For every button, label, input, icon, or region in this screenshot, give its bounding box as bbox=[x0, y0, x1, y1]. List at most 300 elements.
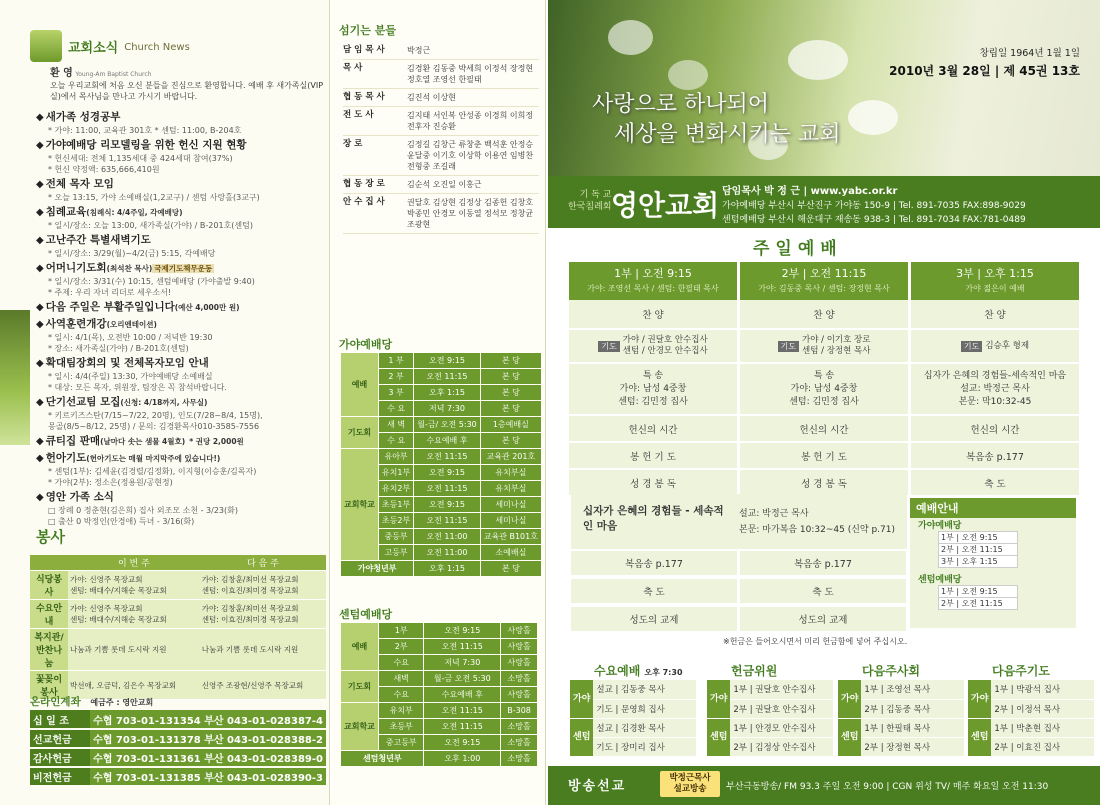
bank-kind: 비전헌금 bbox=[30, 767, 90, 786]
service-line: 가야: 김창훈/최미선 목장교회 bbox=[201, 604, 299, 613]
news-item-tag: (침례식: 4/4주일, 각예배당) bbox=[86, 208, 183, 217]
schedule-name: 초등2부 bbox=[378, 513, 413, 529]
prayer-line bbox=[598, 335, 707, 357]
diamond-icon: ◆ bbox=[36, 319, 44, 330]
service-line: 나눔과 기쁨 롯데 도시락 지원 bbox=[201, 645, 299, 654]
gaya-schedule-table bbox=[340, 352, 542, 577]
schedule-time: 오후 1:15 bbox=[414, 561, 481, 577]
bank-header bbox=[30, 694, 153, 709]
staff-names: 김진석 이상현 bbox=[407, 89, 539, 107]
broadcast-footer bbox=[548, 766, 1100, 805]
schedule-name: 새벽 bbox=[378, 671, 424, 687]
bank-table bbox=[30, 710, 326, 787]
staff-role: 담 임 목 사 bbox=[343, 42, 407, 60]
worship-leader: 가야: 김동중 목사 / 센텀: 장정현 목사 bbox=[758, 284, 890, 293]
news-item bbox=[36, 177, 326, 203]
guide-row bbox=[939, 544, 1018, 556]
schedule-group: 예배 bbox=[341, 623, 379, 671]
schedule-group: 교회학교 bbox=[341, 703, 379, 751]
staff-row bbox=[343, 194, 539, 234]
schedule-time: 오전 11:15 bbox=[414, 481, 481, 497]
news-item bbox=[36, 205, 326, 231]
schedule-place: 사랑홀 bbox=[501, 687, 538, 703]
service-cell-this bbox=[68, 629, 200, 671]
schedule-place: 본 당 bbox=[480, 401, 541, 417]
news-item-line: * 헌신세대: 전체 1,135세대 중 424세대 참여(37%) bbox=[48, 154, 233, 163]
church-name: 영안교회 bbox=[611, 189, 720, 222]
bottom-title-next bbox=[862, 662, 920, 679]
bottom-row bbox=[968, 718, 1094, 737]
schedule-time: 오후 1:00 bbox=[424, 751, 501, 767]
schedule-row bbox=[341, 623, 538, 639]
after-row bbox=[740, 607, 906, 633]
schedule-name: 초등부 bbox=[378, 719, 424, 735]
news-title: 교회소식 bbox=[68, 40, 119, 56]
news-item-line: * 일시/장소: 3/31(수) 10:15, 센텀예배당 (가야출발 9:40) bbox=[48, 277, 255, 286]
schedule-time: 오전 9:15 bbox=[414, 353, 481, 369]
worship-row-r4 bbox=[569, 416, 737, 443]
service-cell-this bbox=[68, 600, 200, 629]
service-line: 센텀: 이효진/최미경 목장교회 bbox=[201, 586, 299, 595]
schedule-place: 사랑홀 bbox=[501, 623, 538, 639]
bottom-row bbox=[838, 680, 964, 699]
schedule-name: 유치부 bbox=[378, 703, 424, 719]
bottom-cell: 1부 | 안경모 안수집사 bbox=[730, 718, 833, 737]
diamond-icon: ◆ bbox=[36, 492, 44, 503]
schedule-place: 유치부실 bbox=[480, 465, 541, 481]
guide-title: 예배안내 bbox=[910, 498, 1076, 518]
special-title: 특 송 bbox=[813, 370, 835, 381]
schedule-place: 사랑홀 bbox=[501, 655, 538, 671]
bottom-group: 센텀 bbox=[707, 718, 730, 756]
diamond-icon: ◆ bbox=[36, 112, 44, 123]
staff-row bbox=[343, 89, 539, 107]
schedule-place: 소예배실 bbox=[480, 545, 541, 561]
news-item-line: □ 출산 0 박정인(안경애) 득녀 - 3/16(화) bbox=[48, 517, 195, 526]
news-item bbox=[36, 261, 326, 298]
guide-time: 3부 | 오후 1:15 bbox=[939, 556, 1018, 568]
worship-row-r3 bbox=[569, 364, 737, 416]
bottom-cell: 1부 | 조영선 목사 bbox=[861, 680, 964, 699]
guide-time: 2부 | 오전 11:15 bbox=[939, 598, 1018, 610]
staff-role: 협 동 장 로 bbox=[343, 176, 407, 194]
bottom-cell: 1부 | 박광석 집사 bbox=[991, 680, 1094, 699]
worship-row-r3 bbox=[740, 364, 908, 416]
bottom-group: 센텀 bbox=[838, 718, 861, 756]
prayer-name: 센텀 / 장정현 목사 bbox=[802, 346, 871, 356]
worship-leader: 가야: 조영선 목사 / 센텀: 한필태 목사 bbox=[587, 284, 719, 293]
bottom-table-off bbox=[707, 680, 833, 757]
bottom-cell: 1부 | 박춘현 집사 bbox=[991, 718, 1094, 737]
bottom-cell: 2부 | 권달호 안수집사 bbox=[730, 699, 833, 718]
prayer-name: 가야 / 권달호 안수집사 bbox=[622, 335, 708, 345]
schedule-place: 본 당 bbox=[480, 369, 541, 385]
worship-item: 찬 양 bbox=[813, 310, 835, 321]
service-category: 복지관/반찬나눔 bbox=[30, 629, 68, 671]
news-item bbox=[36, 138, 326, 175]
bottom-cell: 설교 | 김경환 목사 bbox=[593, 718, 696, 737]
bottom-cell: 1부 | 권달호 안수집사 bbox=[730, 680, 833, 699]
schedule-name: 고등부 bbox=[378, 545, 413, 561]
schedule-name: 3 부 bbox=[378, 385, 413, 401]
news-item-line: * 가야(2부): 정소은(정용원/공현정) bbox=[48, 478, 173, 487]
schedule-name: 수요 bbox=[378, 655, 424, 671]
bottom-group: 가야 bbox=[838, 680, 861, 718]
service-category: 꽃꽂이봉사 bbox=[30, 671, 68, 700]
after-row bbox=[571, 551, 737, 577]
bank-owner: 예금주 : 영안교회 bbox=[90, 698, 154, 707]
schedule-place: 소망홀 bbox=[501, 671, 538, 687]
bottom-table-next bbox=[838, 680, 964, 757]
bottom-group: 가야 bbox=[968, 680, 991, 718]
centum-schedule-title: 센텀예배당 bbox=[339, 608, 393, 621]
schedule-place: 본 당 bbox=[480, 433, 541, 449]
bulletin-front bbox=[548, 0, 1100, 805]
news-item-line: 몽골(8/5~8/12, 25명) / 문의: 김경환목사010-3585-7556 bbox=[48, 422, 260, 431]
offering-note: ※헌금은 들어오시면서 미리 헌금함에 넣어 주십시오. bbox=[723, 637, 908, 646]
bottom-title: 헌금위원 bbox=[731, 664, 778, 678]
special-line: 설교: 박정근 목사 bbox=[960, 383, 1030, 394]
sermon-box bbox=[571, 494, 907, 549]
staff-names: 김지태 서인복 안성종 이경희 이희정 전후자 진승환 bbox=[407, 107, 539, 136]
prayer-name: 센텀 / 안경모 안수집사 bbox=[622, 346, 708, 356]
schedule-place: 소망홀 bbox=[501, 719, 538, 735]
news-item-title: 사역훈련개강 bbox=[45, 318, 107, 330]
schedule-group: 기도회 bbox=[341, 671, 379, 703]
service-row bbox=[30, 571, 326, 600]
news-item-title-line bbox=[36, 317, 326, 332]
bottom-cell: 2부 | 이정석 목사 bbox=[991, 699, 1094, 718]
staff-role: 장 로 bbox=[343, 136, 407, 176]
after-label: 복음송 p.177 bbox=[625, 559, 683, 570]
service-header-next: 다 음 주 bbox=[200, 555, 326, 571]
news-list bbox=[36, 110, 326, 529]
news-item-title: 고난주간 특별새벽기도 bbox=[45, 234, 151, 246]
guide-centum-table bbox=[938, 585, 1018, 610]
news-item-line: □ 장례 0 정춘현(김은희) 집사 외조모 소천 - 3/23(화) bbox=[48, 506, 238, 515]
bottom-cell: 설교 | 김동중 목사 bbox=[593, 680, 696, 699]
welcome-text: 오늘 우리교회에 처음 오신 분들을 진심으로 환영합니다. 예배 후 새가족실(VIP실)에서 목사님을 만나고 가시기 바랍니다. bbox=[50, 81, 324, 101]
staff-title: 섬기는 분들 bbox=[339, 24, 396, 37]
news-item-title: 어머니기도회 bbox=[45, 262, 107, 274]
schedule-time: 오전 9:15 bbox=[424, 623, 501, 639]
welcome-box bbox=[50, 68, 325, 102]
leaf-icon bbox=[30, 30, 62, 62]
schedule-row bbox=[341, 703, 538, 719]
news-item bbox=[36, 434, 326, 449]
schedule-row bbox=[341, 561, 542, 577]
news-item-title-line bbox=[36, 177, 326, 192]
bottom-row bbox=[968, 680, 1094, 699]
staff-role: 협 동 목 사 bbox=[343, 89, 407, 107]
blossom-petal bbox=[668, 60, 708, 90]
schedule-time: 오전 11:00 bbox=[414, 529, 481, 545]
schedule-place: 본 당 bbox=[480, 353, 541, 369]
schedule-name: 유치2부 bbox=[378, 481, 413, 497]
worship-row-r6 bbox=[569, 470, 737, 497]
worship-row-r2 bbox=[569, 330, 737, 364]
welcome-small: Young-Am Baptist Church bbox=[75, 71, 152, 78]
service-title: 봉사 bbox=[36, 528, 65, 546]
denomination-line-1: 기 독 교 bbox=[579, 190, 612, 200]
news-item-line: * 대상: 모든 목자, 위원장, 팀장은 꼭 참석바랍니다. bbox=[48, 383, 227, 392]
news-item bbox=[36, 395, 326, 432]
news-item-line: * 센텀(1부): 김세윤(김경렬/김정화), 이지형(이승훈/김목자) bbox=[48, 467, 257, 476]
worship-leader: 가야 젊은이 예배 bbox=[965, 284, 1025, 293]
service-line: 센텀: 배대수/지해순 목장교회 bbox=[70, 586, 167, 595]
prayer-name: 가야 / 이기호 장로 bbox=[802, 335, 871, 345]
news-item-title-line bbox=[36, 434, 326, 449]
after-row bbox=[740, 579, 906, 605]
slogan-line-2: 세상을 변화시키는 교회 bbox=[614, 122, 841, 147]
schedule-name: 2 부 bbox=[378, 369, 413, 385]
news-item-tag: (날마다 솟는 샘물 4월호) bbox=[100, 437, 186, 446]
worship-title: 주일예배 bbox=[753, 239, 843, 259]
news-item-tag: (최석찬 목사) bbox=[106, 264, 153, 273]
bottom-cell: 2부 | 김동중 목사 bbox=[861, 699, 964, 718]
news-item-tag: (헌아기도는 매월 마지막주에 있습니다!) bbox=[86, 454, 221, 463]
prayer-line bbox=[961, 341, 1029, 352]
sermon-text: 본문: 마가복음 10:32~45 (신약 p.71) bbox=[739, 525, 896, 535]
schedule-time: 오전 9:15 bbox=[414, 465, 481, 481]
news-item-line: * 헌신 약정액: 635,666,410원 bbox=[48, 165, 160, 174]
schedule-place: 세미나실 bbox=[480, 497, 541, 513]
bottom-title-off bbox=[731, 662, 777, 679]
news-item-title-line bbox=[36, 451, 326, 466]
blossom-petal bbox=[848, 100, 898, 135]
schedule-place: 본 당 bbox=[480, 561, 541, 577]
worship-row-r2 bbox=[911, 330, 1079, 364]
staff-row bbox=[343, 136, 539, 176]
service-header-row bbox=[30, 555, 326, 571]
worship-item: 헌신의 시간 bbox=[970, 424, 1020, 436]
worship-row-r1 bbox=[569, 300, 737, 330]
news-item-title-line bbox=[36, 395, 326, 410]
staff-table bbox=[343, 42, 539, 234]
worship-row-r6 bbox=[740, 470, 908, 497]
schedule-row bbox=[341, 417, 542, 433]
plant-photo bbox=[0, 310, 30, 445]
bottom-title-pray bbox=[992, 662, 1050, 679]
news-item-line: * 일시: 4/1(목), 오전반 10:00 / 저녁반 19:30 bbox=[48, 333, 213, 342]
wed-time: 오후 7:30 bbox=[644, 668, 683, 677]
special-line: 센텀: 김민정 집사 bbox=[789, 396, 859, 407]
service-row bbox=[30, 629, 326, 671]
news-item-line: * 일시: 4/4(주일) 13:30, 가야예배당 소예배실 bbox=[48, 372, 213, 381]
bank-kind: 십 일 조 bbox=[30, 710, 90, 729]
bottom-cell: 1부 | 한필태 목사 bbox=[861, 718, 964, 737]
schedule-name: 중등부 bbox=[378, 529, 413, 545]
worship-item: 봉 헌 기 도 bbox=[801, 451, 847, 463]
schedule-name: 수요 bbox=[378, 687, 424, 703]
worship-row-r4 bbox=[740, 416, 908, 443]
staff-role: 전 도 사 bbox=[343, 107, 407, 136]
news-item-line: * 장소: 새가족실(가야) / B-201호(센텀) bbox=[48, 344, 189, 353]
centum-info: 센텀예배당 부산시 해운대구 재송동 938-3 | Tel. 891-7034 FAX:781-0489 bbox=[722, 215, 1026, 225]
bank-accounts: 수협 703-01-131354 부산 043-01-028387-4 bbox=[90, 710, 326, 729]
sermon-title: 십자가 은혜의 경험들 - 세속적인 마음 bbox=[583, 505, 724, 532]
guide-time: 1부 | 오전 9:15 bbox=[939, 532, 1018, 544]
sermon-preacher: 설교: 박정근 목사 bbox=[739, 509, 809, 519]
diamond-icon: ◆ bbox=[36, 358, 44, 369]
schedule-time: 오전 11:00 bbox=[414, 545, 481, 561]
gaya-info: 가야예배당 부산시 부산진구 가야동 150-9 | Tel. 891-7035 FAX:898-9029 bbox=[722, 201, 1026, 211]
service-line: 가야: 김창훈/최미선 목장교회 bbox=[201, 575, 299, 584]
service-category: 식당봉사 bbox=[30, 571, 68, 600]
staff-role: 목 사 bbox=[343, 60, 407, 89]
staff-column bbox=[331, 0, 546, 805]
worship-time: 3부 | 오후 1:15 bbox=[956, 267, 1034, 280]
news-item-title-line bbox=[36, 300, 326, 315]
prayer-names bbox=[623, 335, 708, 357]
schedule-time: 수요예배 후 bbox=[414, 433, 481, 449]
service-table bbox=[30, 555, 326, 700]
news-item bbox=[36, 110, 326, 136]
news-subtitle: Church News bbox=[124, 41, 190, 53]
schedule-place: 유치부실 bbox=[480, 481, 541, 497]
service-header-this: 이 번 주 bbox=[68, 555, 200, 571]
diamond-icon: ◆ bbox=[36, 207, 44, 218]
bottom-table-wed bbox=[570, 680, 696, 757]
news-item-tag: (예산 4,000만 원) bbox=[174, 303, 240, 312]
schedule-time: 오전 11:15 bbox=[424, 703, 501, 719]
bottom-cell: 기도 | 문영희 집사 bbox=[593, 699, 696, 718]
bank-accounts: 수협 703-01-131361 부산 043-01-028389-0 bbox=[90, 748, 326, 767]
news-item bbox=[36, 233, 326, 259]
bank-kind: 감사헌금 bbox=[30, 748, 90, 767]
schedule-time: 월-금 오전 5:30 bbox=[424, 671, 501, 687]
service-cell-next bbox=[200, 671, 326, 700]
bottom-row bbox=[707, 680, 833, 699]
schedule-group: 센텀청년부 bbox=[341, 751, 424, 767]
news-item-line: * 주제: 우리 자녀 리더로 세우소서! bbox=[48, 288, 172, 297]
worship-item: 복음송 p.177 bbox=[966, 451, 1024, 463]
bottom-group: 가야 bbox=[570, 680, 593, 718]
guide-row bbox=[939, 586, 1018, 598]
schedule-time: 오전 9:15 bbox=[424, 735, 501, 751]
schedule-time: 오후 1:15 bbox=[414, 385, 481, 401]
news-item-title: 전체 목자 모임 bbox=[45, 178, 114, 190]
centum-schedule-table bbox=[340, 622, 538, 767]
news-item-tag: (신청: 4/18까지, 사무실) bbox=[120, 398, 208, 407]
news-item-line: * 가야: 11:00, 교육관 301호 * 센텀: 11:00, B-204호 bbox=[48, 126, 242, 135]
schedule-time: 오전 11:15 bbox=[424, 719, 501, 735]
guide-time: 2부 | 오전 11:15 bbox=[939, 544, 1018, 556]
denomination-line-2: 한국침례회 bbox=[568, 202, 612, 212]
after-label: 성도의 교제 bbox=[798, 615, 848, 626]
news-item-title: 침례교육 bbox=[45, 206, 87, 218]
news-item-line: * 오늘 13:15, 가야 소예배실(1,2교구) / 센텀 사랑홀(3교구) bbox=[48, 193, 260, 202]
guide-gaya-title: 가야예배당 bbox=[918, 521, 962, 531]
worship-row-r5 bbox=[911, 443, 1079, 470]
guide-row bbox=[939, 598, 1018, 610]
worship-row-r6 bbox=[911, 470, 1079, 497]
schedule-name: 수 요 bbox=[378, 433, 413, 449]
staff-names: 김경환 김동중 박세희 이정석 장정현 정호열 조영선 한필태 bbox=[407, 60, 539, 89]
schedule-row bbox=[341, 751, 538, 767]
news-item bbox=[36, 490, 326, 527]
bank-row bbox=[30, 710, 326, 729]
diamond-icon: ◆ bbox=[36, 436, 44, 447]
news-item-title: 확대팀장회의 및 전체목자모임 안내 bbox=[45, 357, 209, 369]
service-line: 가야: 신영주 목장교회 bbox=[70, 575, 143, 584]
after-row bbox=[571, 607, 737, 633]
news-item-title-line bbox=[36, 138, 326, 153]
prayer-names bbox=[985, 341, 1029, 352]
guide-time: 1부 | 오전 9:15 bbox=[939, 586, 1018, 598]
footer-label: 방송선교 bbox=[568, 779, 627, 794]
guide-row bbox=[939, 556, 1018, 568]
news-item-title: 헌아기도 bbox=[45, 452, 87, 464]
gaya-schedule-title: 가야예배당 bbox=[339, 338, 393, 351]
news-item-pill: 국제기도책무운동 bbox=[154, 264, 213, 273]
schedule-name: 수 요 bbox=[378, 401, 413, 417]
schedule-time: 오전 11:15 bbox=[414, 369, 481, 385]
schedule-time: 수요예배 후 bbox=[424, 687, 501, 703]
worship-row-r1 bbox=[911, 300, 1079, 330]
slogan bbox=[592, 90, 841, 150]
prayer-tag: 기도 bbox=[778, 341, 799, 352]
bank-kind: 선교헌금 bbox=[30, 729, 90, 748]
schedule-group: 예배 bbox=[341, 353, 379, 417]
news-item-extra: * 권당 2,000원 bbox=[189, 437, 244, 446]
worship-item: 찬 양 bbox=[642, 310, 664, 321]
worship-item: 성 경 봉 독 bbox=[801, 478, 847, 490]
schedule-name: 유아부 bbox=[378, 449, 413, 465]
schedule-time: 오전 11:15 bbox=[424, 639, 501, 655]
after-label: 복음송 p.177 bbox=[794, 559, 852, 570]
worship-guide bbox=[910, 498, 1076, 628]
prayer-names bbox=[802, 335, 870, 357]
schedule-place: 세미나실 bbox=[480, 513, 541, 529]
issue-date: 2010년 3월 28일 | 제 45권 13호 bbox=[889, 64, 1080, 78]
guide-gaya-table bbox=[938, 531, 1018, 568]
worship-item: 성 경 봉 독 bbox=[630, 478, 676, 490]
schedule-group: 기도회 bbox=[341, 417, 379, 449]
news-item-title: 가야예배당 리모델링을 위한 헌신 지원 현황 bbox=[45, 139, 247, 151]
news-item-title: 새가족 성경공부 bbox=[45, 111, 121, 123]
schedule-place: 사랑홀 bbox=[501, 639, 538, 655]
bottom-title: 다음주사회 bbox=[862, 664, 920, 678]
bottom-group: 가야 bbox=[707, 680, 730, 718]
bank-title: 온라인계좌 bbox=[30, 696, 81, 708]
bottom-cell: 2부 | 김정상 안수집사 bbox=[730, 737, 833, 756]
footer-box: 박정근목사 설교방송 bbox=[660, 771, 720, 797]
founded-date: 창립일 1964년 1월 1일 bbox=[979, 48, 1080, 59]
church-info bbox=[722, 185, 1026, 227]
bank-accounts: 수협 703-01-131378 부산 043-01-028388-2 bbox=[90, 729, 326, 748]
worship-item: 찬 양 bbox=[984, 310, 1006, 321]
service-cell-next bbox=[200, 571, 326, 600]
schedule-name: 2부 bbox=[378, 639, 424, 655]
staff-row bbox=[343, 60, 539, 89]
schedule-row bbox=[341, 671, 538, 687]
diamond-icon: ◆ bbox=[36, 302, 44, 313]
service-line: 박선애, 오금덕, 김은수 목장교회 bbox=[70, 680, 177, 690]
special-title: 특 송 bbox=[642, 370, 664, 381]
news-item bbox=[36, 356, 326, 393]
schedule-place: 교육관 B101호 bbox=[480, 529, 541, 545]
diamond-icon: ◆ bbox=[36, 140, 44, 151]
bank-row bbox=[30, 748, 326, 767]
worship-row-r1 bbox=[740, 300, 908, 330]
worship-item: 축 도 bbox=[984, 478, 1006, 490]
bottom-title: 수요예배 bbox=[594, 664, 641, 678]
news-item bbox=[36, 300, 326, 315]
worship-row-r5 bbox=[740, 443, 908, 470]
welcome-title: 환 영 bbox=[50, 68, 73, 79]
schedule-time: 저녁 7:30 bbox=[414, 401, 481, 417]
